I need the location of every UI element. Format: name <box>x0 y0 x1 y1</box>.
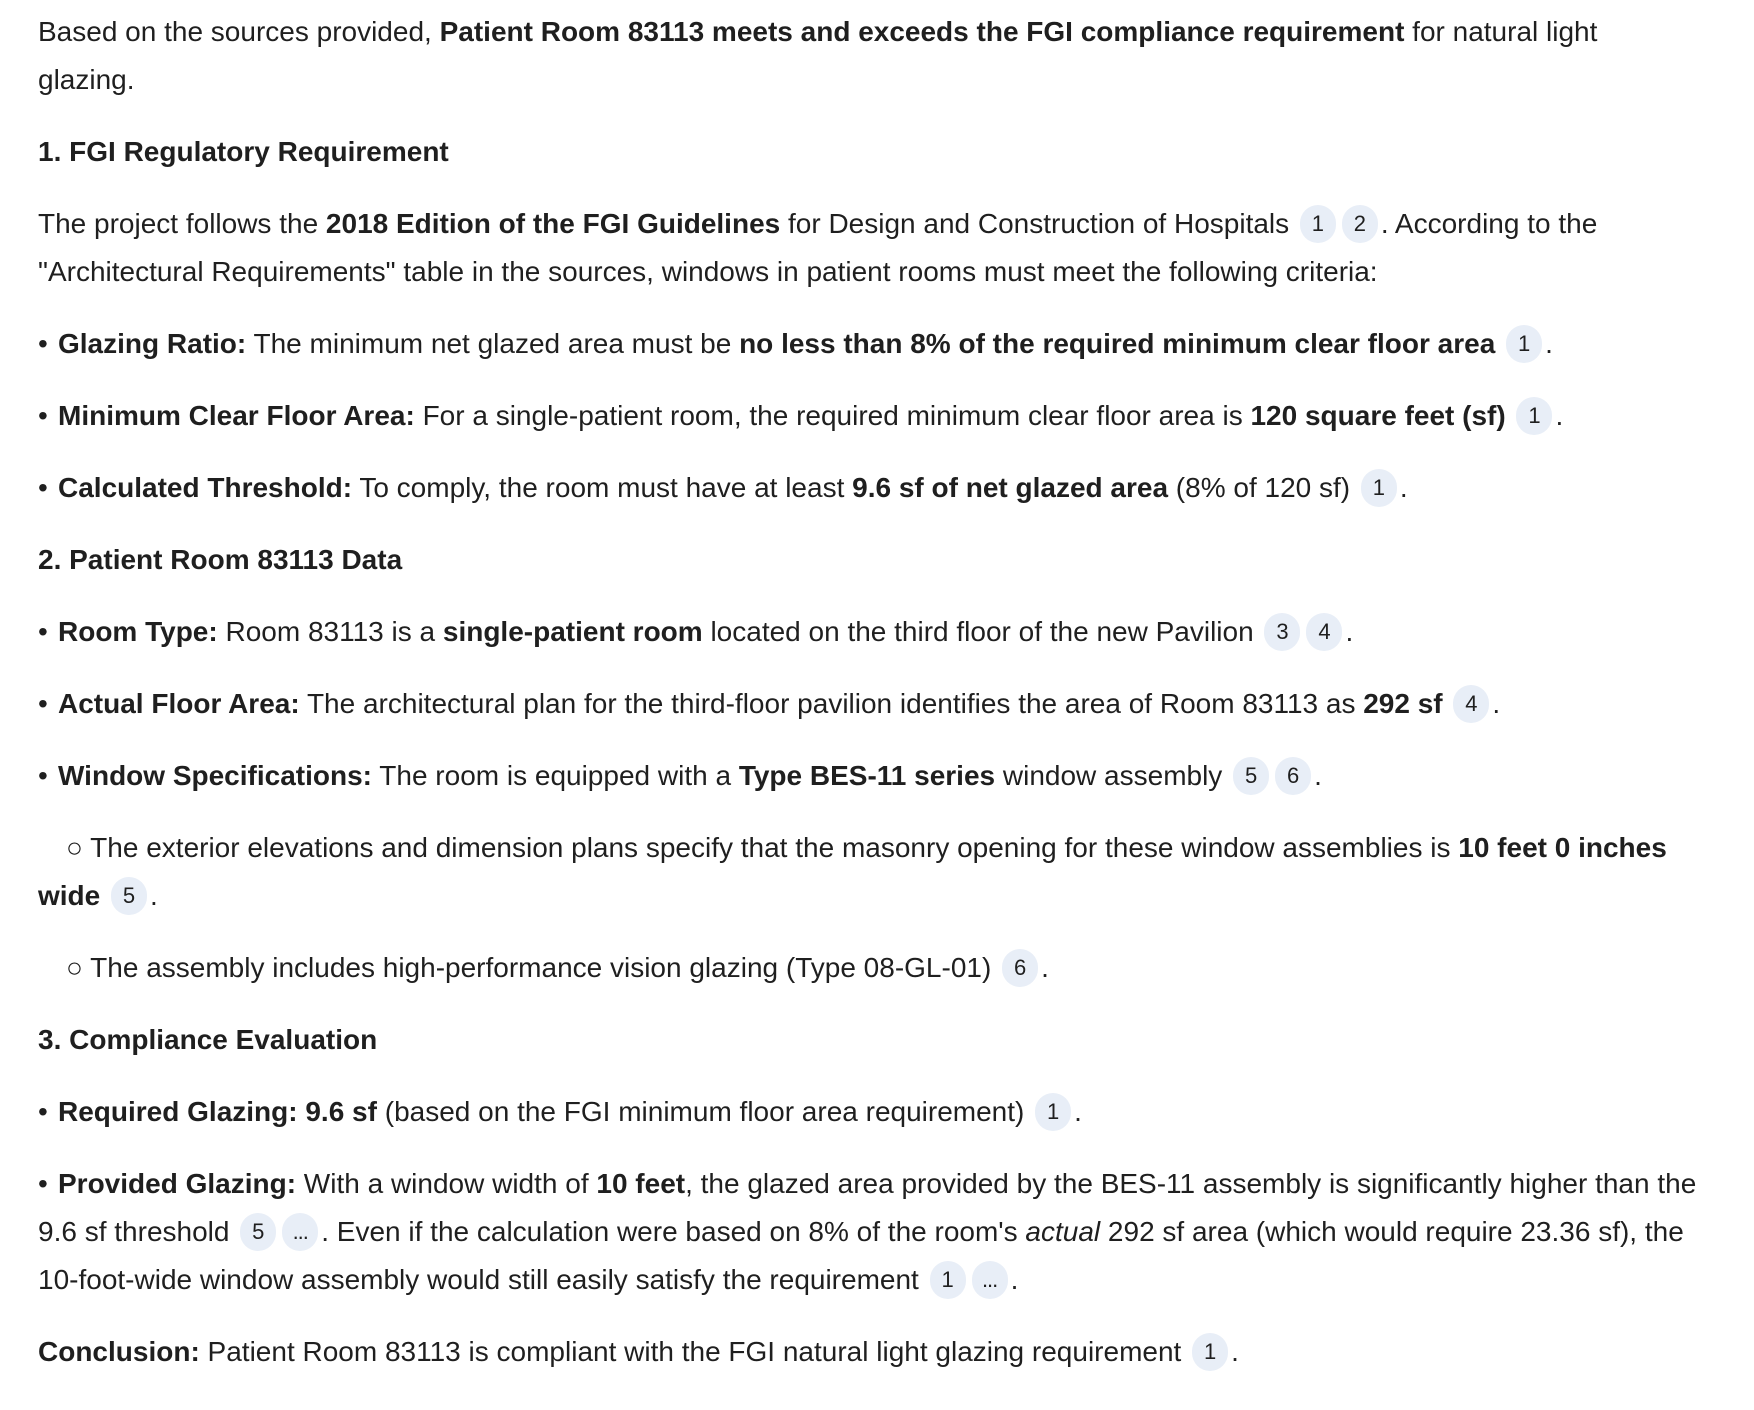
citation-chip[interactable]: 1 <box>1300 205 1336 243</box>
bullet-bold: single-patient room <box>442 616 703 647</box>
section1-paragraph <box>38 200 1700 296</box>
bullet-text: The room is equipped with a <box>372 760 739 791</box>
citation-chip[interactable]: 1 <box>1192 1333 1228 1371</box>
bullet-text: The architectural plan for the third-floor pavilion identifies the area of Room 83113 as <box>299 688 1364 719</box>
period: . <box>1492 688 1501 719</box>
bullet-text-mid3: 292 sf area (which would require 23.36 sf), the 10-foot-wide window assembly would still easily satisfy the requirement <box>38 1216 1684 1295</box>
period: . <box>1399 472 1408 503</box>
bullet-text-mid2: . Even if the calculation were based on 8% of the room's <box>321 1216 1026 1247</box>
bullet-tail: window assembly <box>995 760 1223 791</box>
period: . <box>150 880 158 911</box>
citation-chip[interactable]: 4 <box>1453 685 1489 723</box>
bullet-bold: 9.6 sf of net glazed area <box>852 472 1169 503</box>
citation-chip[interactable]: 1 <box>1506 325 1542 363</box>
bullet-label: Calculated Threshold: <box>58 472 353 503</box>
bullet-bold: 10 feet <box>596 1168 686 1199</box>
citation-chip[interactable]: 2 <box>1342 205 1378 243</box>
period: . <box>1074 1096 1082 1127</box>
bullet-text: Room 83113 is a <box>217 616 443 647</box>
bullet-dot: • <box>38 472 48 503</box>
bullet-min-floor-area <box>38 392 1700 440</box>
s1-mid: for Design and Construction of Hospitals <box>780 208 1290 239</box>
sub-bullet-bold: 10 feet 0 inches wide <box>38 832 1667 911</box>
citation-chip[interactable]: 1 <box>1361 469 1397 507</box>
period: . <box>1314 760 1322 791</box>
bullet-label: Window Specifications: <box>58 760 372 791</box>
citation-chip[interactable]: 1 <box>1516 397 1552 435</box>
bullet-label: Provided Glazing: <box>58 1168 297 1199</box>
sub-bullet-text: ○ The exterior elevations and dimension plans specify that the masonry opening for these window assemblies is <box>66 832 1459 863</box>
citation-chip[interactable]: 3 <box>1264 613 1300 651</box>
bullet-tail: (based on the FGI minimum floor area requirement) <box>376 1096 1025 1127</box>
citation-chip[interactable]: 1 <box>930 1261 966 1299</box>
conclusion-label: Conclusion: <box>38 1336 200 1367</box>
intro-post: for natural light glazing. <box>38 16 1598 95</box>
section1-heading: 1. FGI Regulatory Requirement <box>38 136 449 167</box>
bullet-tail: (8% of 120 sf) <box>1168 472 1351 503</box>
citation-chip[interactable]: 5 <box>111 877 147 915</box>
answer-body <box>0 8 1700 1376</box>
bullet-bold: 9.6 sf <box>297 1096 377 1127</box>
citation-chip[interactable]: 6 <box>1002 949 1038 987</box>
sub-bullet-vision-glazing <box>38 944 1700 992</box>
bullet-label: Required Glazing: <box>58 1096 298 1127</box>
period: . <box>1041 952 1049 983</box>
bullet-provided-glazing <box>38 1160 1700 1304</box>
bullet-italic: actual <box>1025 1216 1101 1247</box>
citation-chip[interactable]: 5 <box>240 1213 276 1251</box>
intro-paragraph <box>38 8 1700 104</box>
bullet-dot: • <box>38 400 48 431</box>
section2-heading: 2. Patient Room 83113 Data <box>38 544 403 575</box>
citation-chip[interactable]: 4 <box>1306 613 1342 651</box>
bullet-label: Glazing Ratio: <box>58 328 247 359</box>
bullet-dot: • <box>38 688 48 719</box>
section3-heading: 3. Compliance Evaluation <box>38 1024 378 1055</box>
sub-bullet-text: ○ The assembly includes high-performance vision glazing (Type 08-GL-01) <box>66 952 992 983</box>
sub-bullet-masonry-opening <box>38 824 1700 920</box>
citation-chip[interactable]: 5 <box>1233 757 1269 795</box>
citation-chip[interactable]: 6 <box>1275 757 1311 795</box>
bullet-tail: located on the third floor of the new Pavilion <box>702 616 1254 647</box>
bullet-text: For a single-patient room, the required minimum clear floor area is <box>414 400 1251 431</box>
citation-chip[interactable]: 1 <box>1035 1093 1071 1131</box>
conclusion-paragraph <box>38 1328 1700 1376</box>
bullet-dot: • <box>38 616 48 647</box>
bullet-text-mid: , the glazed area provided by the BES-11 assembly is significantly higher than the 9.6 sf threshold <box>38 1168 1697 1247</box>
bullet-dot: • <box>38 760 48 791</box>
bullet-bold: 292 sf <box>1363 688 1443 719</box>
s1-pre: The project follows the <box>38 208 326 239</box>
period: . <box>1545 328 1553 359</box>
bullet-text: The minimum net glazed area must be <box>246 328 740 359</box>
period: . <box>1345 616 1354 647</box>
s1-post: . According to the "Architectural Requirements" table in the sources, windows in patient rooms must meet the following criteria: <box>38 208 1598 287</box>
bullet-label: Actual Floor Area: <box>58 688 300 719</box>
bullet-dot: • <box>38 328 48 359</box>
period: . <box>1231 1336 1239 1367</box>
bullet-calculated-threshold <box>38 464 1700 512</box>
bullet-required-glazing <box>38 1088 1700 1136</box>
bullet-dot: • <box>38 1096 48 1127</box>
bullet-window-specs <box>38 752 1700 800</box>
bullet-dot: • <box>38 1168 48 1199</box>
bullet-text: To comply, the room must have at least <box>352 472 853 503</box>
bullet-label: Room Type: <box>58 616 218 647</box>
citation-more-chip[interactable]: ... <box>972 1261 1008 1299</box>
intro-bold: Patient Room 83113 meets and exceeds the FGI compliance requirement <box>439 16 1405 47</box>
bullet-bold: no less than 8% of the required minimum clear floor area <box>739 328 1496 359</box>
conclusion-text: Patient Room 83113 is compliant with the FGI natural light glazing requirement <box>199 1336 1182 1367</box>
period: . <box>1555 400 1564 431</box>
period: . <box>1010 1264 1019 1295</box>
bullet-room-type <box>38 608 1700 656</box>
bullet-glazing-ratio <box>38 320 1700 368</box>
bullet-bold: 120 square feet (sf) <box>1250 400 1506 431</box>
bullet-label: Minimum Clear Floor Area: <box>58 400 415 431</box>
bullet-actual-floor-area <box>38 680 1700 728</box>
citation-more-chip[interactable]: ... <box>282 1213 318 1251</box>
bullet-text: With a window width of <box>296 1168 597 1199</box>
intro-pre: Based on the sources provided, <box>38 16 440 47</box>
s1-bold: 2018 Edition of the FGI Guidelines <box>325 208 781 239</box>
bullet-bold: Type BES-11 series <box>738 760 996 791</box>
